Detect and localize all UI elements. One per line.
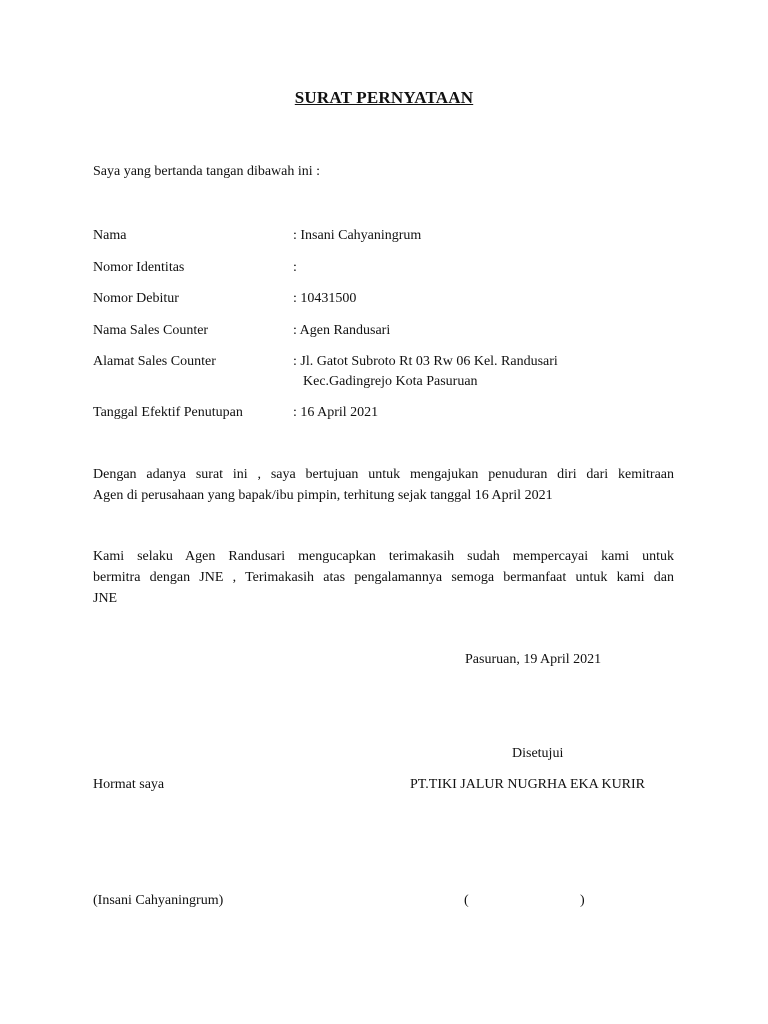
field-label-nomor-identitas: Nomor Identitas xyxy=(93,260,185,275)
paragraph-2-line-3: JNE xyxy=(93,591,118,606)
regards-text: Hormat saya xyxy=(93,777,165,792)
company-name: PT.TIKI JALUR NUGRHA EKA KURIR xyxy=(410,777,646,792)
field-value-alamat-line2: Kec.Gadingrejo Kota Pasuruan xyxy=(303,374,478,389)
paragraph-1-line-1: Dengan adanya surat ini , saya bertujuan untuk mengajukan penuduran diri dari kemitraan xyxy=(93,467,674,482)
field-value-alamat-sales-counter: : Jl. Gatot Subroto Rt 03 Rw 06 Kel. Randusari xyxy=(293,354,558,369)
approved-label: Disetujui xyxy=(512,746,564,761)
field-value-nama: : Insani Cahyaningrum xyxy=(293,228,422,243)
field-value-nomor-debitur: : 10431500 xyxy=(293,291,357,306)
signer-name: (Insani Cahyaningrum) xyxy=(93,893,224,908)
approver-signature-open: ( xyxy=(464,893,469,908)
field-value-tanggal-efektif: : 16 April 2021 xyxy=(293,405,379,420)
field-label-nomor-debitur: Nomor Debitur xyxy=(93,291,179,306)
place-date: Pasuruan, 19 April 2021 xyxy=(465,652,602,667)
field-label-nama-sales-counter: Nama Sales Counter xyxy=(93,323,209,338)
paragraph-2-line-2: bermitra dengan JNE , Terimakasih atas pengalamannya semoga bermanfaat untuk kami dan xyxy=(93,570,674,585)
document-title: SURAT PERNYATAAN xyxy=(294,88,474,107)
field-label-tanggal-efektif: Tanggal Efektif Penutupan xyxy=(93,405,243,420)
paragraph-1-line-2: Agen di perusahaan yang bapak/ibu pimpin, terhitung sejak tanggal 16 April 2021 xyxy=(93,488,553,503)
field-label-nama: Nama xyxy=(93,228,127,243)
intro-text: Saya yang bertanda tangan dibawah ini : xyxy=(93,164,321,179)
field-label-alamat-sales-counter: Alamat Sales Counter xyxy=(93,354,216,369)
approver-signature-close: ) xyxy=(580,893,585,908)
field-value-nama-sales-counter: : Agen Randusari xyxy=(293,323,391,338)
paragraph-2-line-1: Kami selaku Agen Randusari mengucapkan terimakasih sudah mempercayai kami untuk xyxy=(93,549,674,564)
field-value-nomor-identitas: : xyxy=(293,260,297,275)
